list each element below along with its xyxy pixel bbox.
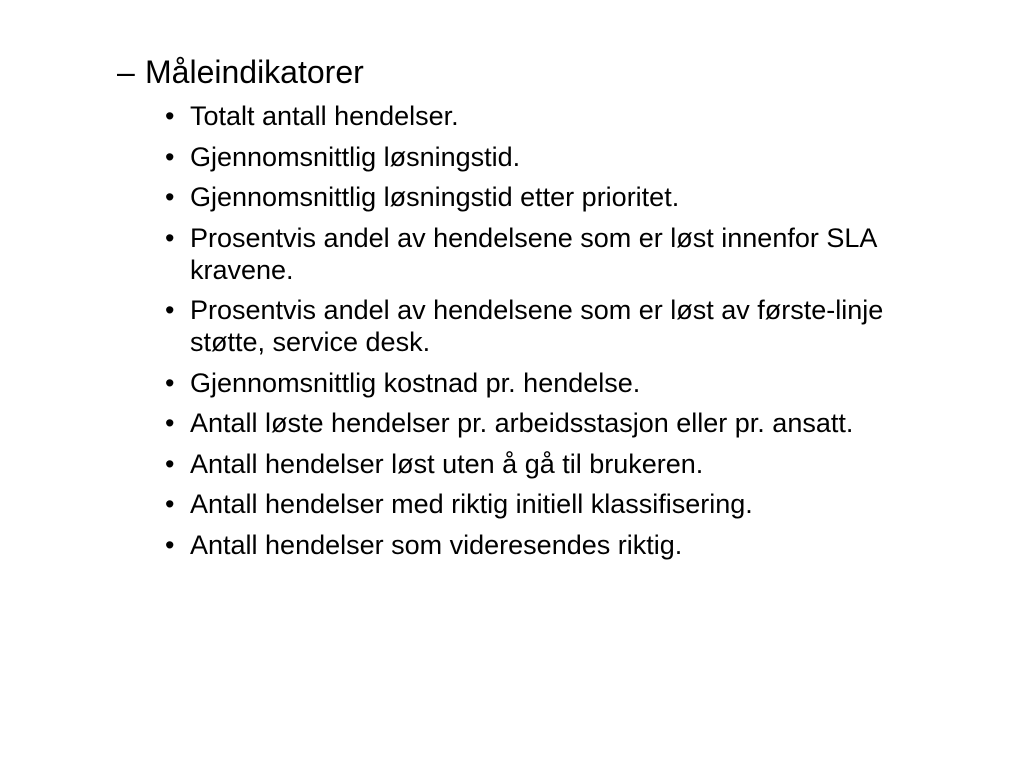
list-item — [162, 448, 962, 480]
list-item — [162, 294, 962, 358]
bullet-icon: • — [165, 489, 175, 519]
heading-dash: – — [117, 54, 135, 90]
list-item — [162, 529, 962, 561]
bullet-icon: • — [165, 295, 175, 325]
list-item — [162, 141, 962, 173]
bullet-icon: • — [165, 529, 175, 560]
list-item — [162, 488, 962, 520]
list-item-text: Antall hendelser som videresendes riktig. — [190, 529, 683, 560]
bullet-icon: • — [165, 141, 175, 172]
list-item — [162, 367, 962, 399]
list-item-text: Prosentvis andel av hendelsene som er løst innenfor SLA kravene. — [190, 222, 876, 285]
bullet-icon: • — [165, 222, 175, 253]
list-item-text: Antall hendelser løst uten å gå til brukeren. — [190, 448, 704, 479]
bullet-icon: • — [165, 101, 175, 131]
section-heading — [117, 52, 364, 92]
list-item-text: Gjennomsnittlig kostnad pr. hendelse. — [190, 367, 641, 398]
heading-text: Måleindikatorer — [145, 54, 364, 90]
list-item — [162, 222, 962, 286]
list-item-text: Gjennomsnittlig løsningstid. — [190, 141, 521, 172]
bullet-icon: • — [165, 182, 175, 212]
list-item — [162, 407, 962, 439]
list-item-text: Antall hendelser med riktig initiell klassifisering. — [190, 489, 753, 519]
list-item — [162, 181, 962, 213]
bullet-icon: • — [165, 448, 175, 479]
list-item-text: Prosentvis andel av hendelsene som er løst av første-linje støtte, service desk. — [190, 295, 884, 357]
bullet-icon: • — [165, 367, 175, 398]
list-item — [162, 100, 962, 132]
list-item-text: Gjennomsnittlig løsningstid etter prioritet. — [190, 182, 680, 212]
list-item-text: Totalt antall hendelser. — [190, 101, 459, 131]
bullet-list — [162, 100, 962, 569]
list-item-text: Antall løste hendelser pr. arbeidsstasjon eller pr. ansatt. — [190, 408, 854, 438]
bullet-icon: • — [165, 408, 175, 438]
